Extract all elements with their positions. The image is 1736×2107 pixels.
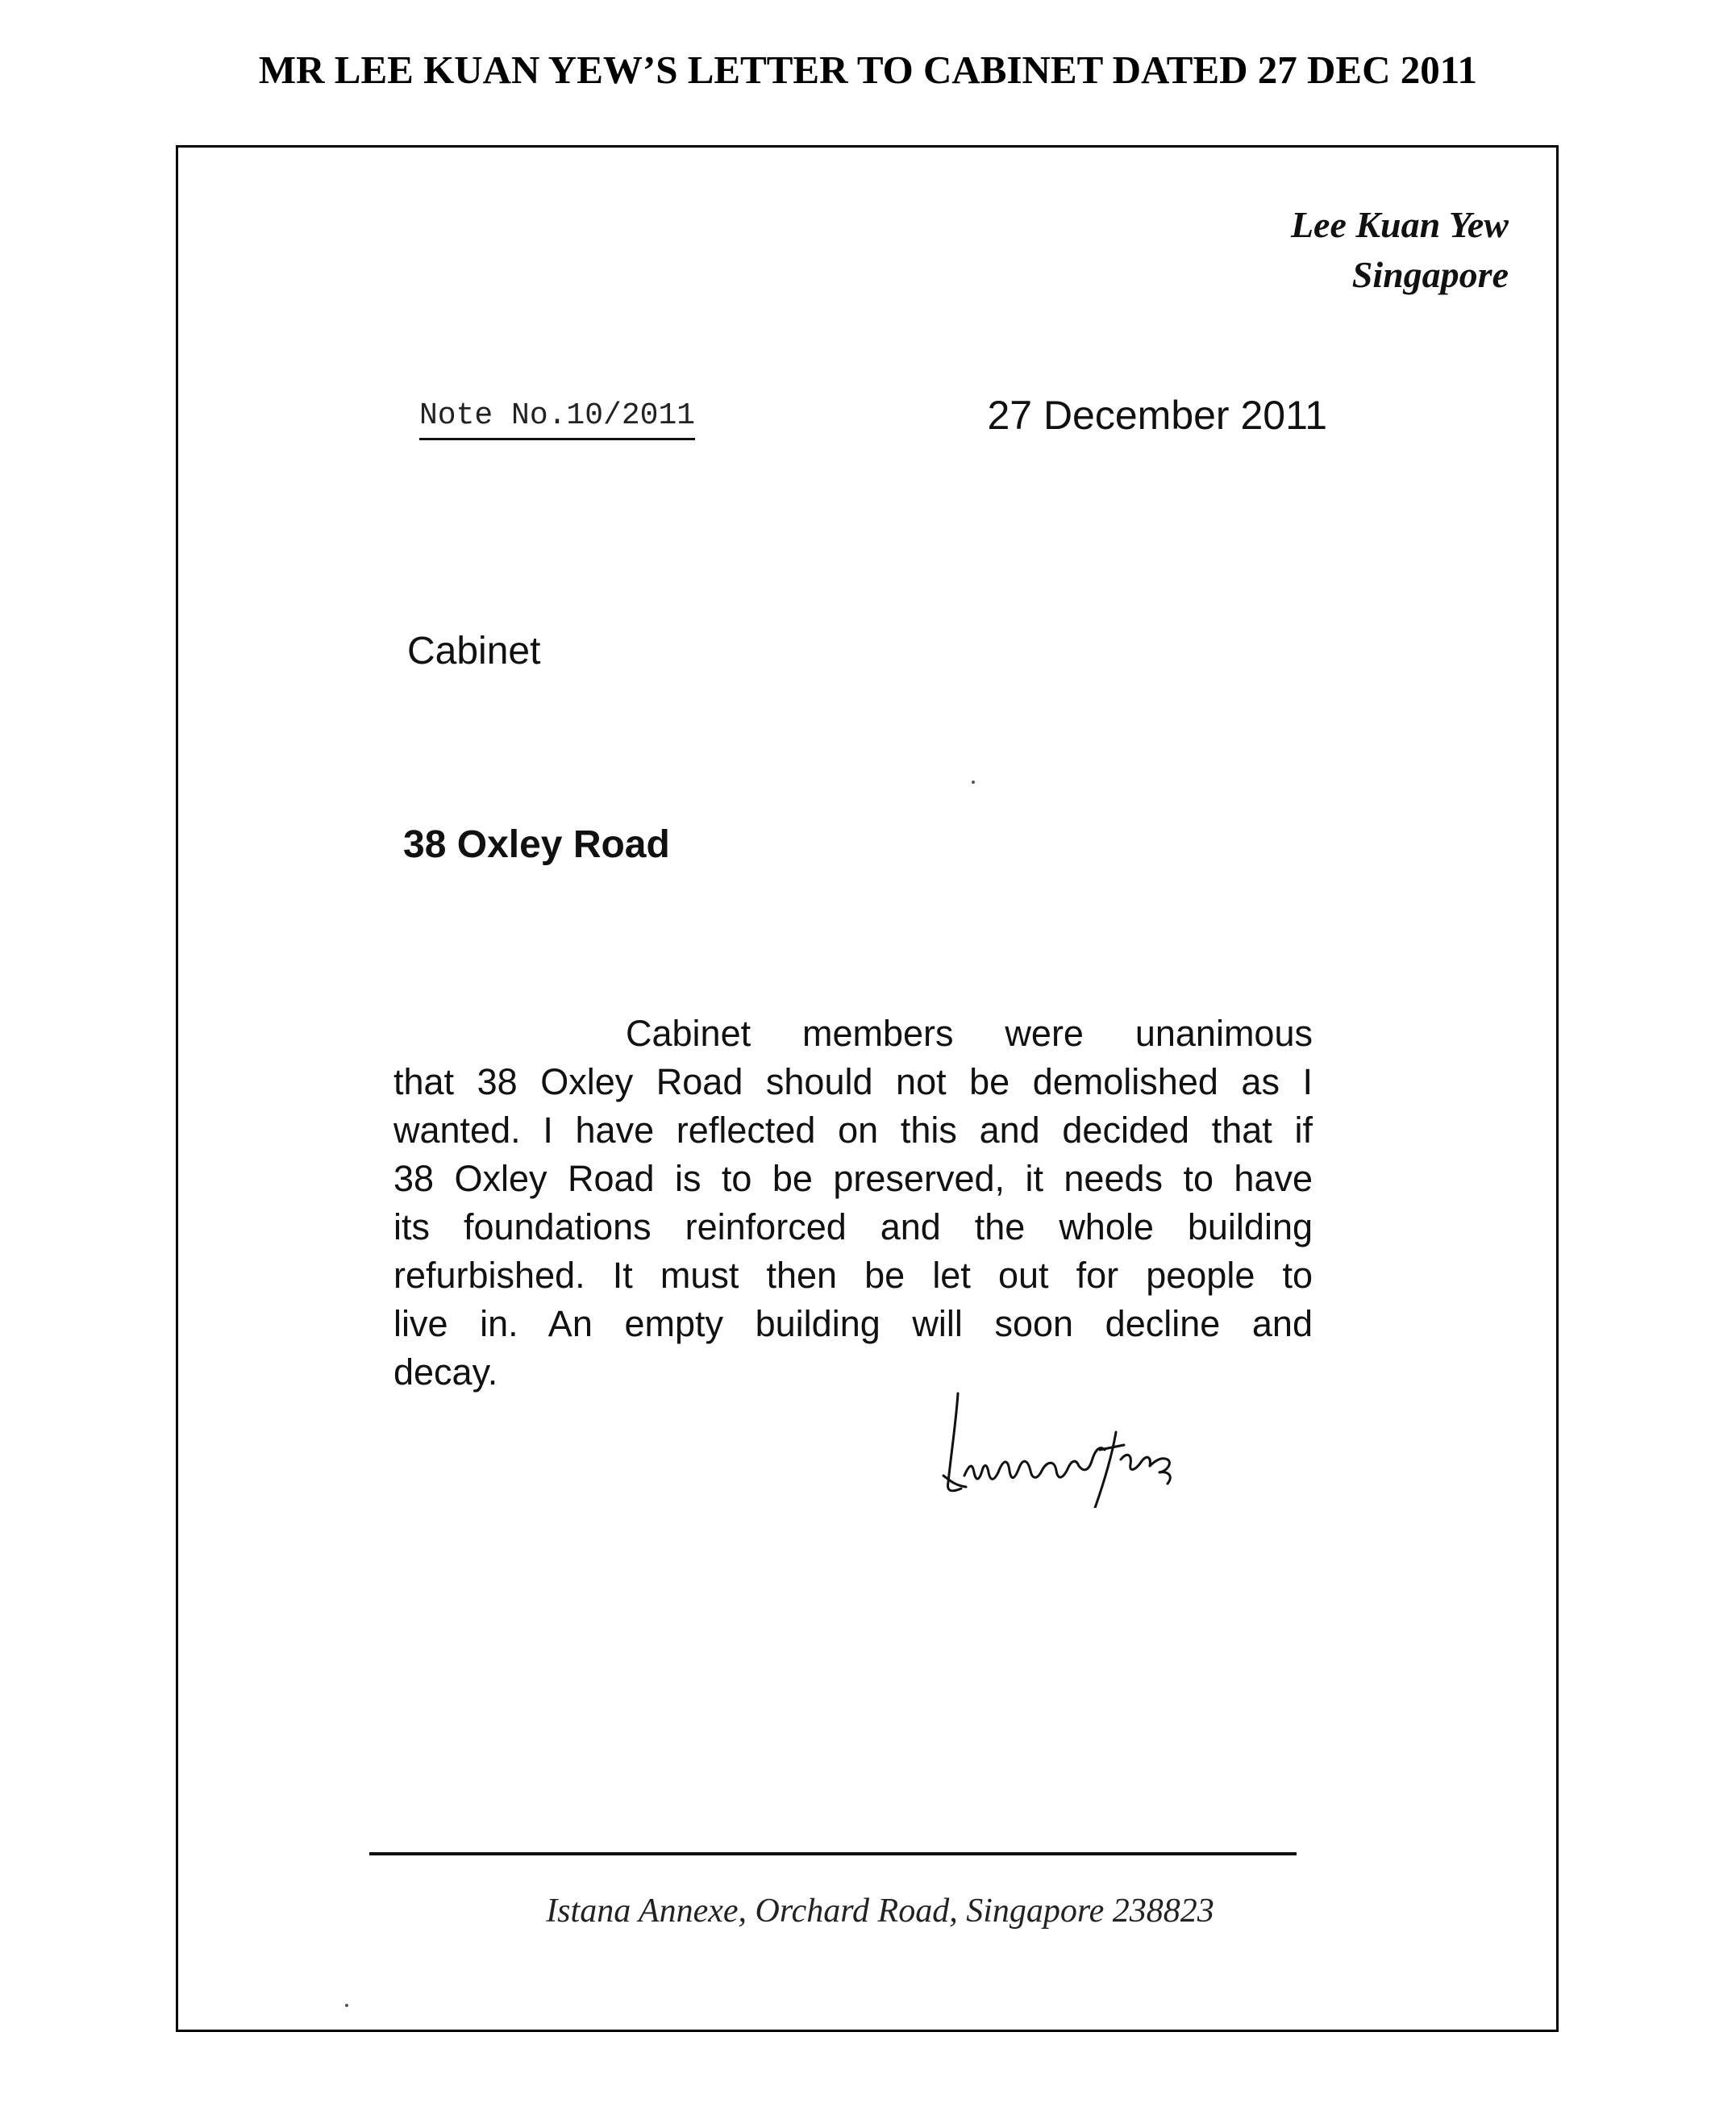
letter-subject: 38 Oxley Road xyxy=(403,823,670,866)
letterhead-name: Lee Kuan Yew xyxy=(1290,204,1509,245)
signature xyxy=(934,1387,1208,1508)
document-title: MR LEE KUAN YEW’S LETTER TO CABINET DATED 27 DEC 2011 xyxy=(258,48,1478,92)
footer-divider xyxy=(369,1852,1297,1855)
body-line: Cabinet members were unanimous xyxy=(626,1013,1313,1054)
letterhead xyxy=(1291,200,1509,300)
footer-address: Istana Annexe, Orchard Road, Singapore 238823 xyxy=(546,1893,1214,1930)
note-number: Note No.10/2011 xyxy=(419,398,695,440)
letter-body xyxy=(393,1010,1313,1397)
scan-speck xyxy=(345,2004,348,2007)
body-line: refurbished. It must then be let out for people to xyxy=(393,1255,1313,1296)
body-line: 38 Oxley Road is to be preserved, it needs to have xyxy=(393,1158,1313,1199)
letter-date: 27 December 2011 xyxy=(987,393,1327,438)
body-line: live in. An empty building will soon decline and xyxy=(393,1303,1313,1344)
addressee: Cabinet xyxy=(407,630,541,672)
body-line: that 38 Oxley Road should not be demolished as I xyxy=(393,1061,1313,1102)
body-line: decay. xyxy=(393,1351,498,1393)
scan-speck xyxy=(972,781,975,784)
body-line: wanted. I have reflected on this and decided that if xyxy=(393,1110,1313,1151)
body-line: its foundations reinforced and the whole building xyxy=(393,1206,1313,1247)
letterhead-location: Singapore xyxy=(1351,254,1509,295)
